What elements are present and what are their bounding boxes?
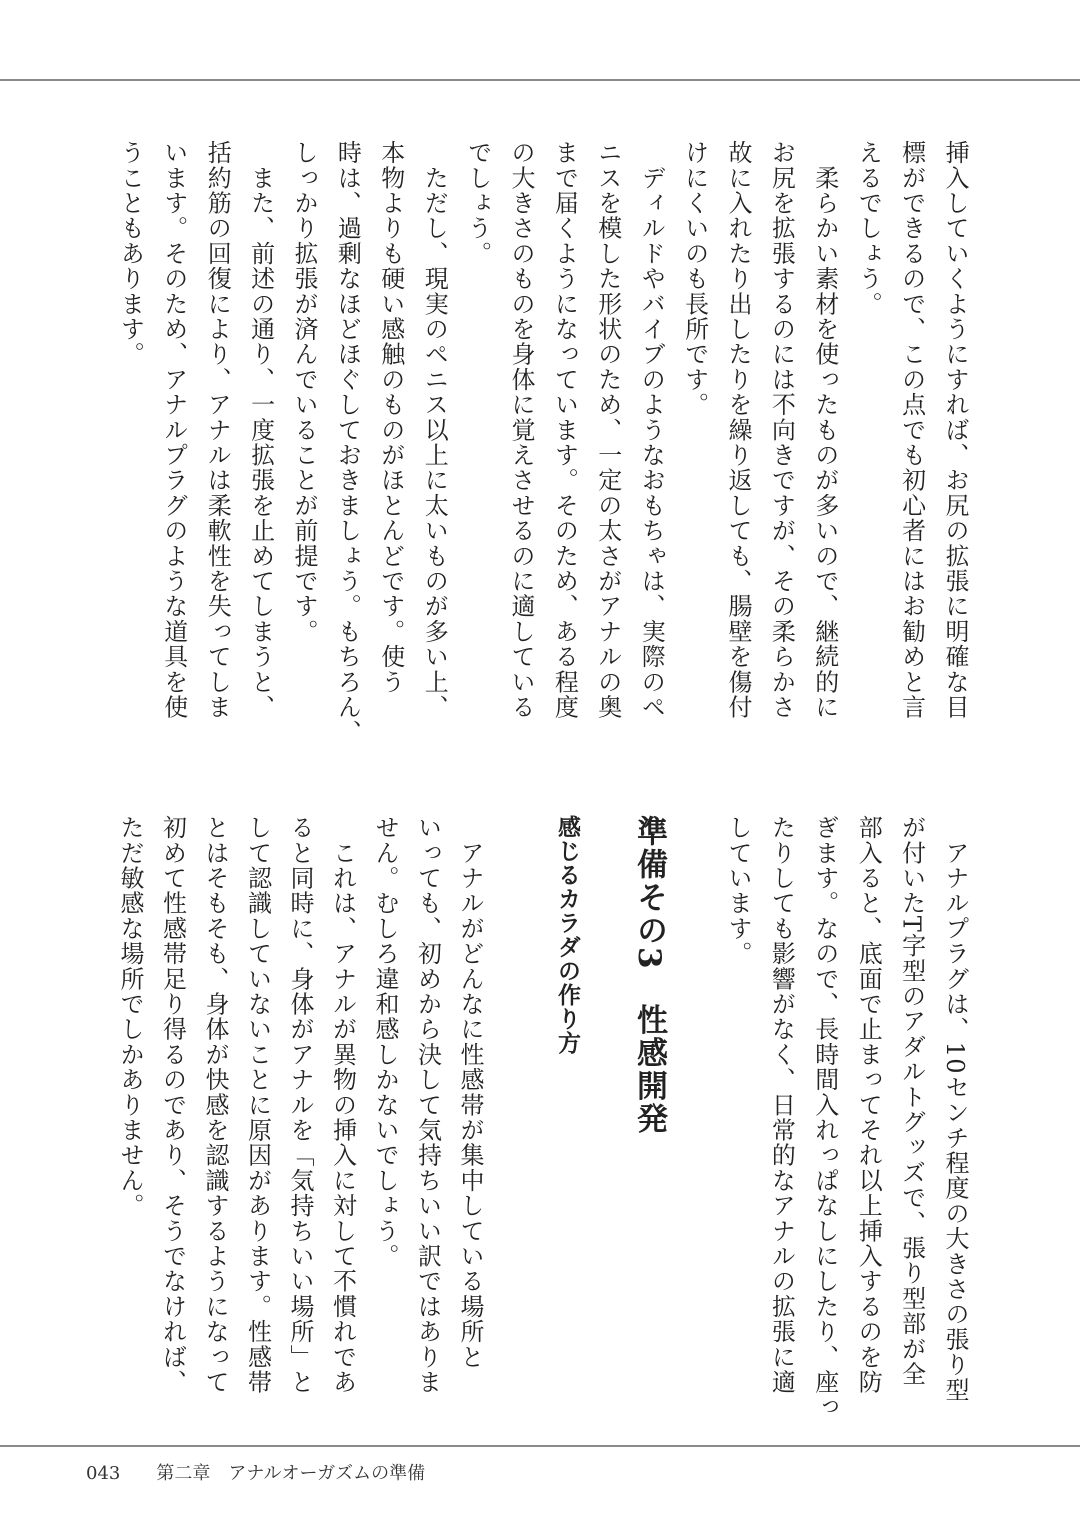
- section-subheading: 感じるカラダの作り方: [554, 815, 581, 1055]
- text-column: えるでしょう。: [854, 140, 883, 317]
- text-column: 本物よりも硬い感触のものがほとんどです。使う: [376, 140, 405, 695]
- text-column: 標ができるので、この点でも初心者にはお勧めと言: [897, 140, 926, 720]
- text-column: ぎます。なので、長時間入れっぱなしにしたり、座っ: [810, 815, 839, 1420]
- text-column: ニスを模した形状のため、一定の太さがアナルの奥: [593, 140, 622, 720]
- text-column: が付いたT字型のアダルトグッズで、張り型部が全: [897, 815, 926, 1387]
- chapter-label: 第二章: [156, 1463, 211, 1484]
- text-column: でしょう。: [463, 140, 492, 266]
- bottom-rule: [0, 1445, 1080, 1447]
- text-column: 部入ると、底面で止まってそれ以上挿入するのを防: [854, 815, 883, 1395]
- page-number: 043: [86, 1463, 121, 1484]
- text-column: アナルがどんなに性感帯が集中している場所と: [456, 815, 484, 1370]
- text-column: まで届くようになっています。そのため、ある程度: [550, 140, 579, 720]
- text-column: いっても、初めから決して気持ちいい訳ではありま: [413, 815, 442, 1395]
- chapter-title: アナルオーガズムの準備: [228, 1463, 426, 1484]
- page-footer: [86, 1459, 425, 1485]
- text-column: うこともあります。: [116, 140, 145, 367]
- text-column: しっかり拡張が済んでいることが前提です。: [290, 140, 318, 644]
- text-column: しています。: [724, 815, 752, 967]
- text-column: 括約筋の回復により、アナルは柔軟性を失ってしま: [203, 140, 232, 720]
- text-column: 故に入れたり出したりを繰り返しても、腸壁を傷付: [724, 140, 752, 720]
- text-column: ると同時に、身体がアナルを「気持ちいい場所」と: [286, 815, 314, 1395]
- text-column: ただ敏感な場所でしかありません。: [116, 815, 144, 1219]
- text-column: たりしても影響がなく、日常的なアナルの拡張に適: [767, 815, 796, 1395]
- text-column: 時は、過剰なほどほぐしておきましょう。もちろん、: [333, 140, 362, 745]
- text-column: アナルプラグは、10センチ程度の大きさの張り型: [941, 815, 969, 1403]
- text-column: の大きさのものを身体に覚えさせるのに適している: [507, 140, 535, 720]
- text-column: せん。むしろ違和感しかないでしょう。: [371, 815, 399, 1269]
- text-column: います。そのため、アナルプラグのような道具を使: [159, 140, 188, 720]
- text-column: また、前述の通り、一度拡張を止めてしまうと、: [246, 140, 275, 720]
- text-column: 柔らかい素材を使ったものが多いので、継続的に: [810, 140, 839, 720]
- text-column: ディルドやバイブのようなおもちゃは、実際のペ: [637, 140, 666, 720]
- text-column: けにくいのも長所です。: [680, 140, 709, 418]
- text-column: お尻を拡張するのには不向きですが、その柔らかさ: [767, 140, 796, 720]
- text-column: これは、アナルが異物の挿入に対して不慣れであ: [328, 815, 357, 1395]
- top-rule: [0, 79, 1080, 81]
- section-heading: 準備その3 性感開発: [631, 815, 667, 1136]
- text-column: 挿入していくようにすれば、お尻の拡張に明確な目: [941, 140, 969, 720]
- text-column: とはそもそも、身体が快感を認識するようになって: [201, 815, 229, 1395]
- text-column: 初めて性感帯足り得るのであり、そうでなければ、: [158, 815, 187, 1395]
- text-column: して認識していないことに原因があります。性感帯: [243, 815, 272, 1395]
- text-column: ただし、現実のペニス以上に太いものが多い上、: [420, 140, 449, 720]
